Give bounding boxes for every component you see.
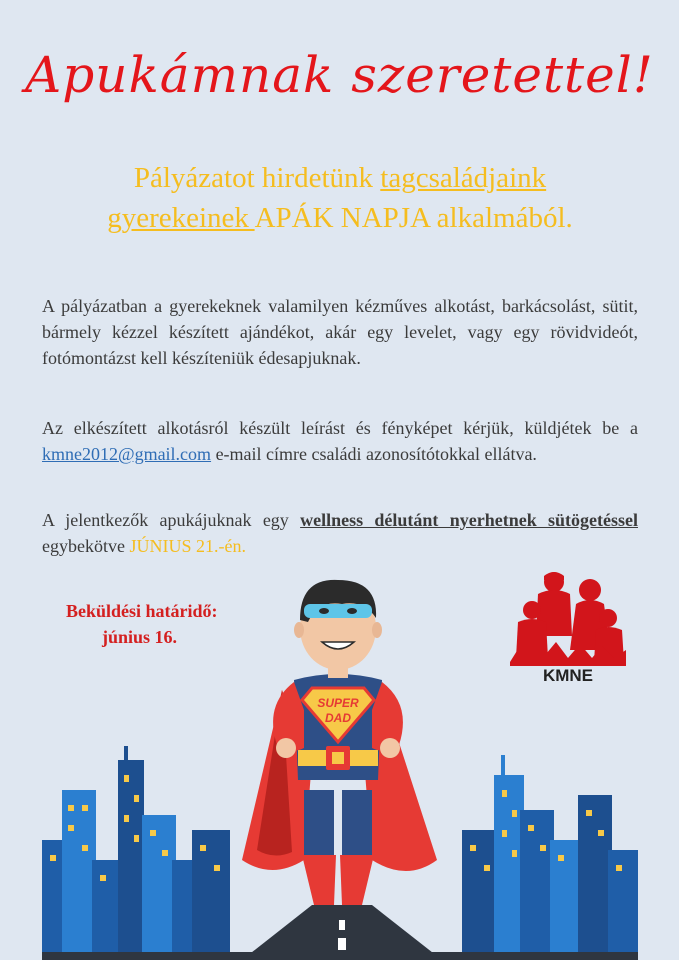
paragraph-description: A pályázatban a gyerekeknek valamilyen kézműves alkotást, barkácsolást, sütit, bármely kézzel készített ajándékot, akár egy levelet, vagy egy rövidvideót, fotómontázst kell készíteniük édesapjuknak. [42, 296, 638, 368]
city-skyline-right [462, 755, 638, 960]
badge-text-dad: DAD [325, 711, 351, 725]
flyer-subtitle [40, 158, 640, 238]
flyer-title: Apukámnak szeretettel! [25, 46, 654, 104]
deadline-date: június 16. [102, 627, 178, 647]
submission-text-before: Az elkészített alkotásról készült leírást és fényképet kérjük, küldjétek be a [42, 418, 638, 438]
family-silhouette-icon [506, 566, 630, 666]
email-link[interactable]: kmne2012@gmail.com [42, 444, 212, 464]
subtitle-underlined2: gyerekeinek [107, 202, 255, 234]
subtitle-part1: Pályázatot hirdetünk [133, 162, 381, 194]
prize-highlight: wellness délutánt nyerhetnek sütögetéssel [300, 510, 638, 530]
badge-text-super: SUPER [317, 696, 359, 710]
prize-text-middle: egybekötve [42, 536, 130, 556]
submission-text-after: e-mail címre családi azonosítótokkal ellátva. [211, 444, 537, 464]
city-skyline-left [42, 746, 230, 960]
prize-date: JÚNIUS 21.-én. [129, 536, 246, 556]
paragraph-prize [42, 507, 638, 559]
deadline-label: Beküldési határidő: [66, 601, 218, 621]
logo-text: KMNE [542, 666, 594, 685]
paragraph-submission [42, 415, 638, 467]
subtitle-part2: APÁK NAPJA alkalmából. [254, 202, 573, 234]
kmne-logo [506, 566, 630, 690]
subtitle-underlined1: tagcsaládjaink [380, 162, 547, 194]
prize-text-before: A jelentkezők apukájuknak egy [42, 510, 301, 530]
